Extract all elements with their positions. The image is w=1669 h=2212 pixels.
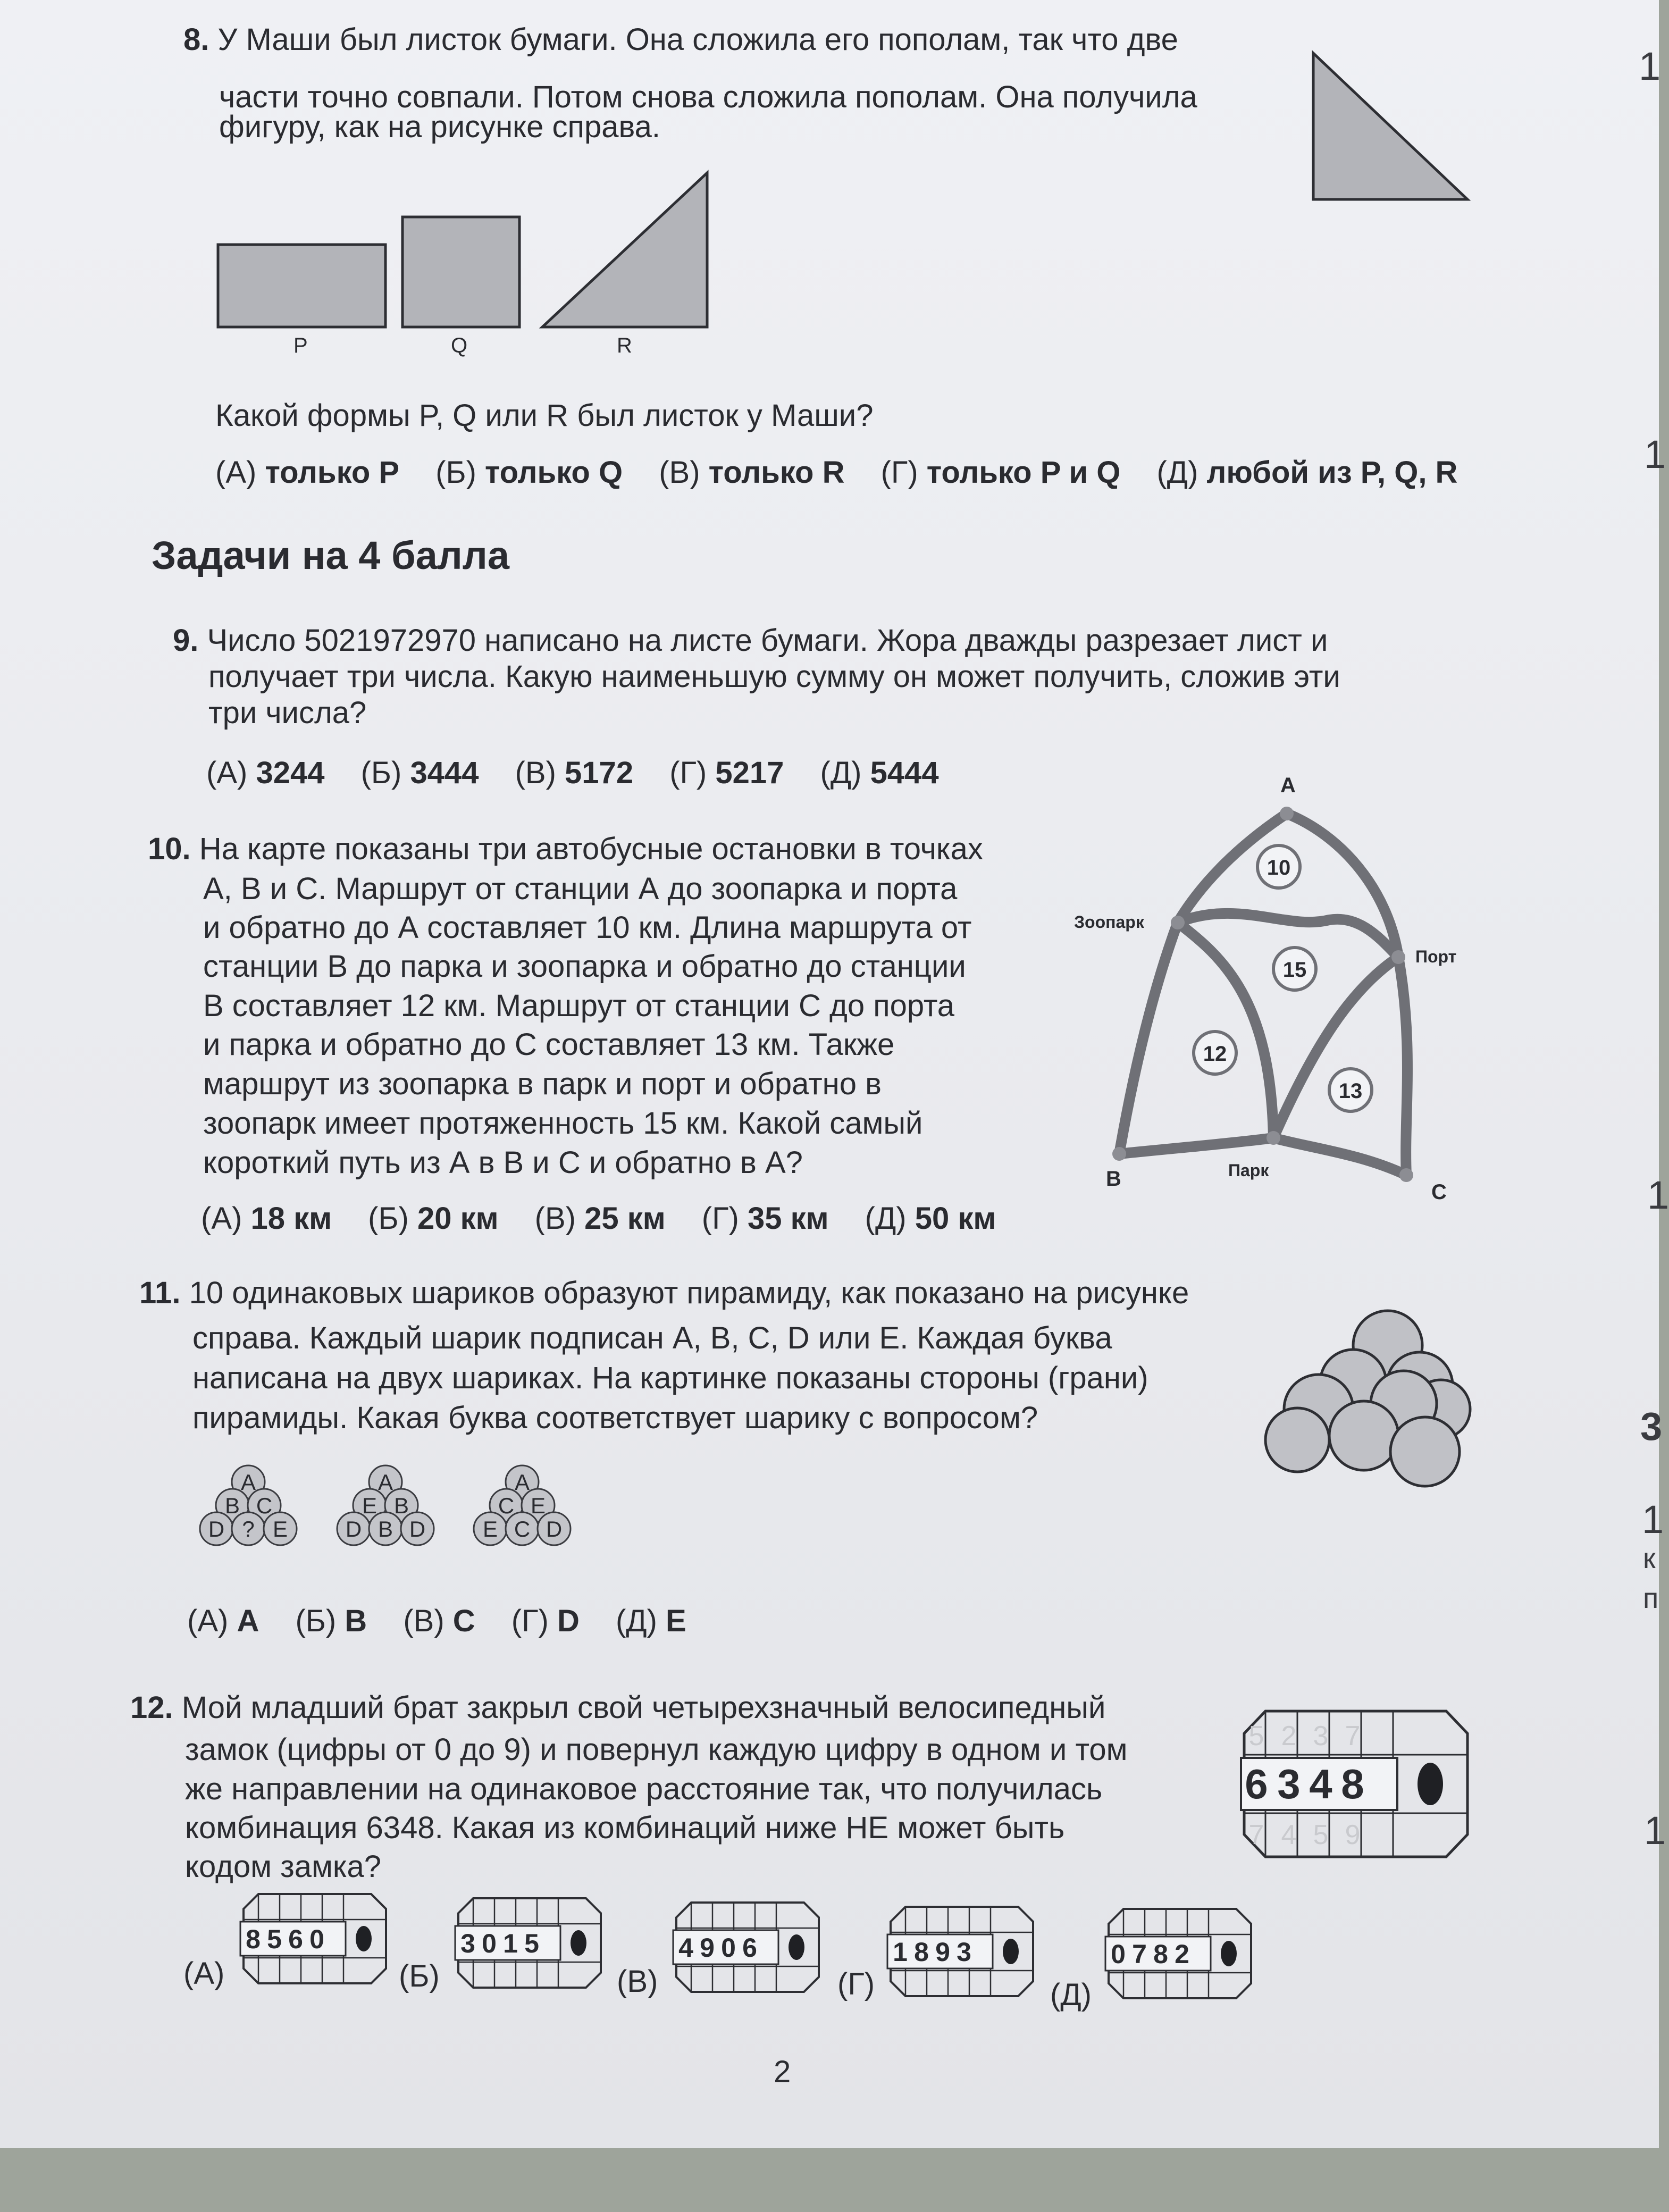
- zoo-label: Зоопарк: [1074, 912, 1144, 932]
- shape-q: [402, 217, 519, 327]
- svg-text:C: C: [256, 1493, 273, 1518]
- loop-value-15: 15: [1282, 958, 1307, 982]
- q9-line-1: 9. Число 5021972970 написано на листе бумаги. Жора дважды разрезает лист и: [173, 623, 1328, 658]
- lock-digit: 8: [1153, 1939, 1168, 1969]
- lock-digit: 1: [503, 1929, 518, 1958]
- svg-text:C: C: [498, 1493, 515, 1518]
- q11-option-d[interactable]: (Г) D: [511, 1604, 580, 1638]
- park-label: Парк: [1228, 1161, 1269, 1180]
- q11-options: [187, 1603, 714, 1639]
- q10-option-c[interactable]: (В) 25 км: [534, 1201, 666, 1236]
- svg-text:E: E: [272, 1516, 288, 1541]
- svg-text:5: 5: [1313, 1820, 1329, 1850]
- svg-text:7: 7: [1345, 1721, 1361, 1752]
- q8-option-a[interactable]: (А) только P: [215, 455, 400, 490]
- stop-b-dot: [1112, 1147, 1126, 1161]
- svg-text:8: 8: [1341, 1761, 1364, 1807]
- q10-line-5: В составляет 12 км. Маршрут от станции С до порта: [203, 988, 955, 1023]
- q10-number: 10.: [148, 832, 191, 866]
- port-label: Порт: [1415, 947, 1457, 966]
- q8-option-b[interactable]: (Б) только Q: [435, 455, 623, 490]
- edge-fragment: 1: [1644, 1808, 1666, 1853]
- edge-fragment: 1: [1639, 44, 1661, 88]
- lock-digit: 0: [482, 1929, 497, 1958]
- section-heading: Задачи на 4 балла: [152, 533, 509, 577]
- stop-a-label: A: [1280, 774, 1296, 797]
- lock-digit: 0: [309, 1924, 324, 1954]
- svg-text:5: 5: [1248, 1721, 1264, 1752]
- q9-line-3: три числа?: [208, 696, 367, 730]
- q8-question: Какой формы P, Q или R был листок у Маши?: [215, 398, 874, 433]
- lock-digit: 9: [935, 1937, 950, 1967]
- svg-text:B: B: [378, 1516, 393, 1541]
- q10-line-7: маршрут из зоопарка в парк и порт и обратно в: [203, 1067, 882, 1101]
- q11-number: 11.: [139, 1276, 181, 1310]
- q12-option-lock-4[interactable]: [1103, 1904, 1255, 2005]
- shape-p: [218, 245, 385, 327]
- lock-digit: 9: [700, 1933, 715, 1963]
- lock-digit: 0: [1111, 1939, 1126, 1969]
- q9-number: 9.: [173, 623, 199, 658]
- svg-text:2: 2: [1281, 1721, 1297, 1752]
- q10-option-d[interactable]: (Г) 35 км: [701, 1201, 829, 1236]
- q12-line-4: комбинация 6348. Какая из комбинаций ниже НЕ может быть: [185, 1811, 1065, 1845]
- q12-option-lock-1[interactable]: [453, 1893, 605, 1994]
- svg-text:A: A: [240, 1470, 256, 1495]
- q12-option-lock-3[interactable]: [885, 1901, 1037, 2002]
- svg-text:3: 3: [1277, 1761, 1301, 1807]
- svg-text:7: 7: [1248, 1820, 1264, 1850]
- q10-line-4: станции В до парка и зоопарка и обратно до станции: [203, 949, 966, 984]
- q8-option-e[interactable]: (Д) любой из P, Q, R: [1156, 455, 1458, 490]
- label-p: P: [293, 334, 308, 357]
- lock-digit: 6: [742, 1933, 757, 1963]
- svg-text:A: A: [378, 1470, 393, 1495]
- park-dot: [1267, 1131, 1280, 1145]
- q8-line-1: 8. У Маши был листок бумаги. Она сложила его пополам, так что две: [183, 22, 1178, 57]
- svg-text:D: D: [409, 1516, 426, 1541]
- loop-value-10: 10: [1267, 856, 1291, 879]
- folded-shape-figure: [1308, 48, 1473, 207]
- lock-digit: 8: [246, 1924, 261, 1954]
- q10-option-a[interactable]: (А) 18 км: [201, 1201, 332, 1236]
- lock-digit: 3: [957, 1937, 971, 1967]
- edge-fragment: п: [1643, 1582, 1659, 1614]
- lock-digit: 5: [267, 1924, 282, 1954]
- lock-digit: 8: [914, 1937, 929, 1967]
- svg-text:D: D: [345, 1516, 362, 1541]
- lock-digit: 3: [460, 1929, 475, 1958]
- lock-digit: 5: [524, 1929, 539, 1958]
- q12-option-lock-2[interactable]: [671, 1897, 823, 1998]
- q8-option-c[interactable]: (В) только R: [659, 455, 845, 490]
- q9-option-a[interactable]: (А) 3244: [206, 756, 325, 790]
- q10-options: [201, 1201, 1024, 1236]
- q10-line-2: А, В и С. Маршрут от станции А до зоопарка и порта: [203, 872, 958, 906]
- svg-text:C: C: [514, 1516, 531, 1541]
- port-dot: [1391, 950, 1405, 964]
- q9-options: [206, 755, 967, 791]
- lock-digit: 0: [721, 1933, 736, 1963]
- svg-text:3: 3: [1313, 1721, 1329, 1752]
- edge-fragment: 1: [1647, 1173, 1669, 1217]
- q9-option-b[interactable]: (Б) 3444: [360, 756, 479, 790]
- q12-line-5: кодом замка?: [185, 1849, 381, 1884]
- stop-c-label: C: [1431, 1180, 1447, 1204]
- q12-option-label-0[interactable]: (А): [183, 1956, 225, 1991]
- q11-option-b[interactable]: (Б) B: [295, 1604, 367, 1638]
- stop-c-dot: [1399, 1168, 1413, 1182]
- q10-line-3: и обратно до А составляет 10 км. Длина маршрута от: [203, 910, 972, 945]
- q12-option-label-1[interactable]: (Б): [399, 1959, 440, 1993]
- q8-line-2: части точно совпали. Потом снова сложила пополам. Она получила: [219, 80, 1197, 114]
- q12-line-1: 12. Мой младший брат закрыл свой четырехзначный велосипедный: [130, 1690, 1106, 1725]
- pyramid-faces: [183, 1462, 593, 1542]
- route-map: [1063, 771, 1478, 1223]
- q9-option-c[interactable]: (В) 5172: [515, 756, 634, 790]
- q12-number: 12.: [130, 1690, 173, 1725]
- page-number: 2: [774, 2055, 791, 2089]
- q10-line-8: зоопарк имеет протяженность 15 км. Какой самый: [203, 1106, 923, 1141]
- label-r: R: [617, 334, 632, 357]
- q10-line-1: 10. На карте показаны три автобусные остановки в точках: [148, 832, 983, 866]
- question-ball-label: ?: [242, 1516, 255, 1541]
- edge-fragment: 3: [1640, 1404, 1663, 1448]
- q12-option-lock-0[interactable]: [238, 1889, 390, 1990]
- edge-fragment: 1: [1642, 1497, 1664, 1541]
- svg-text:D: D: [546, 1516, 563, 1541]
- shapes-pqr-figure: [213, 165, 723, 367]
- q12-option-label-4[interactable]: (Д): [1050, 1978, 1092, 2012]
- svg-text:4: 4: [1309, 1761, 1332, 1807]
- label-q: Q: [451, 334, 468, 357]
- lock-digit: 7: [1132, 1939, 1147, 1969]
- svg-text:E: E: [482, 1516, 498, 1541]
- svg-text:E: E: [530, 1493, 546, 1518]
- edge-fragment: 1: [1644, 432, 1666, 476]
- loop-value-13: 13: [1338, 1079, 1363, 1103]
- svg-text:4: 4: [1281, 1820, 1297, 1850]
- lock-digit: 4: [678, 1933, 693, 1963]
- stop-a-dot: [1280, 807, 1294, 820]
- q8-option-d[interactable]: (Г) только P и Q: [880, 455, 1121, 490]
- lock-digit: 6: [288, 1924, 303, 1954]
- loop-value-12: 12: [1203, 1042, 1227, 1066]
- svg-text:B: B: [393, 1493, 409, 1518]
- q12-option-label-2[interactable]: (В): [617, 1964, 658, 1999]
- q8-line-3: фигуру, как на рисунке справа.: [219, 110, 660, 144]
- q10-line-6: и парка и обратно до С составляет 13 км. Также: [203, 1027, 895, 1062]
- q11-line-1: 11. 10 одинаковых шариков образуют пирамиду, как показано на рисунке: [139, 1276, 1189, 1310]
- q11-line-2: справа. Каждый шарик подписан A, B, C, D или E. Каждая буква: [192, 1321, 1112, 1355]
- ball-pyramid-figure: [1265, 1297, 1489, 1499]
- svg-text:9: 9: [1345, 1820, 1361, 1850]
- q10-line-9: короткий путь из А в В и С и обратно в А?: [203, 1145, 803, 1180]
- svg-text:6: 6: [1245, 1761, 1268, 1807]
- lock-main: [1234, 1702, 1478, 1866]
- svg-text:E: E: [362, 1493, 378, 1518]
- q8-number: 8.: [183, 22, 209, 57]
- q12-line-2: замок (цифры от 0 до 9) и повернул каждую цифру в одном и том: [185, 1732, 1128, 1767]
- q10-option-b[interactable]: (Б) 20 км: [368, 1201, 499, 1236]
- q11-option-a[interactable]: (А) A: [187, 1604, 259, 1638]
- stop-b-label: B: [1106, 1167, 1121, 1191]
- q11-option-e[interactable]: (Д) E: [615, 1604, 686, 1638]
- q12-option-label-3[interactable]: (Г): [837, 1967, 875, 2001]
- svg-text:B: B: [224, 1493, 240, 1518]
- q11-line-3: написана на двух шариках. На картинке показаны стороны (грани): [192, 1361, 1148, 1395]
- q11-option-c[interactable]: (В) C: [403, 1604, 475, 1638]
- lock-digit: 1: [893, 1937, 908, 1967]
- svg-text:D: D: [208, 1516, 225, 1541]
- q11-line-4: пирамиды. Какая буква соответствует шарику с вопросом?: [192, 1401, 1038, 1435]
- q9-option-d[interactable]: (Г) 5217: [669, 756, 784, 790]
- svg-text:A: A: [514, 1470, 530, 1495]
- shape-r: [542, 173, 707, 327]
- edge-fragment: к: [1643, 1543, 1656, 1574]
- q8-options: [215, 455, 1485, 490]
- q9-line-2: получает три числа. Какую наименьшую сумму он может получить, сложив эти: [208, 659, 1340, 694]
- q10-option-e[interactable]: (Д) 50 км: [865, 1201, 996, 1236]
- lock-digit: 2: [1175, 1939, 1189, 1969]
- q12-line-3: же направлении на одинаковое расстояние так, что получилась: [185, 1772, 1103, 1806]
- q9-option-e[interactable]: (Д) 5444: [820, 756, 939, 790]
- zoo-dot: [1171, 916, 1185, 929]
